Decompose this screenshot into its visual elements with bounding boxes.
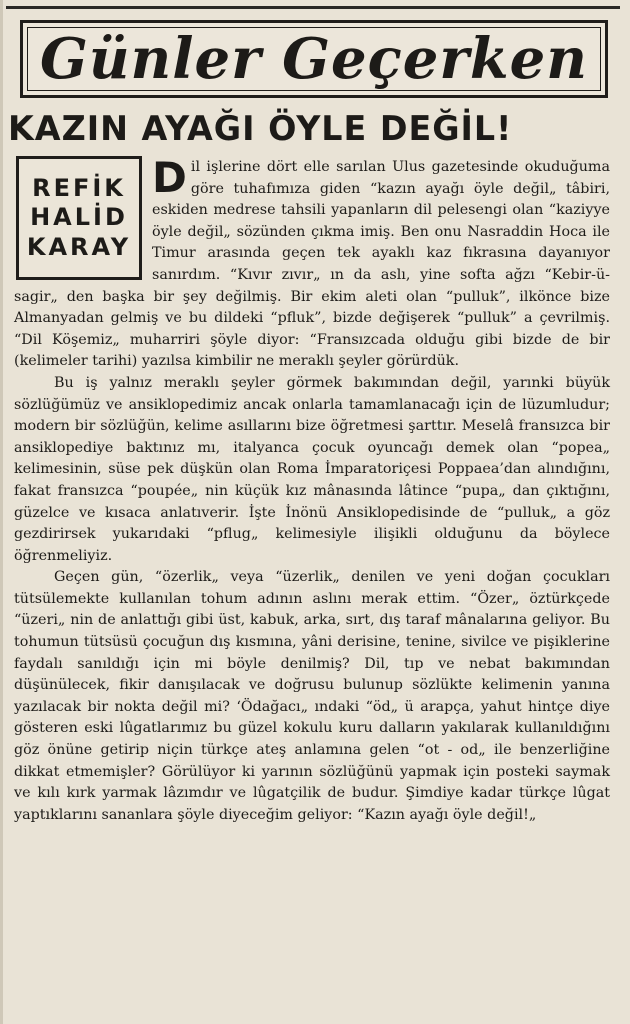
paragraph-2: Bu iş yalnız meraklı şeyler görmek bakımından değil, yarınki büyük sözlüğümüz ve ansiklopedimiz ancak onlarla tamamlanacağı için de lüzumludur; modern bir sözlüğün, kelime asıllarını bize öğretmesi şarttır. Meselâ fransızca bir ansiklopediye baktınız mı, italyanca çocuk oyuncağı demek olan “popea„ kelimesinin, süse pek düşkün olan Roma İmparatoriçesi Poppaea’dan alındığını, fakat fransızca “poupée„ nin küçük kız mânasında lâtince “pupa„ dan çıktığını, güzelce ve kısaca anlatıverir. İşte İnönü Ansiklopedisinde de “pulluk„ a göz gezdirirsek yukarıdaki “pflug„ kelimesiyle ilişikli olduğunu da böylece öğrenmeliyiz.: [14, 374, 610, 564]
page-edge: [0, 0, 3, 1024]
author-last-name: KARAY: [26, 232, 132, 261]
masthead-title: Günler Geçerken: [40, 26, 588, 92]
top-rule: [6, 6, 620, 9]
drop-cap: D: [152, 153, 187, 202]
author-first-name: REFİK: [32, 174, 126, 203]
paragraph-1-text: il işlerine dört elle sarılan Ulus gazetesinde okuduğuma göre tuhafımıza giden “kazın ayağı öyle değil„ tâbiri, eskiden medrese tahsili yapanların dil pelesengi olan “kaziyye öyle değil„ sözünden çıkma imiş. Ben onu Nasraddin Hoca ile Timur arasında geçen tek ayaklı kaz fıkrasına dayanıyor sanırdım. “Kıvır zıvır„ ın da aslı, yine softa ağzı “Kebir-ü- sagir„ den başka bir şey değilmiş. Bir ekim aleti olan “pulluk”, ilkönce bize Almanyadan gelmiş ve bu dildeki “pfluk”, bizde değişerek “pulluk” a çevrilmiş. “Dil Köşemiz„ muharriri şöyle diyor: “Fransızcada olduğu gibi bizde de bir (kelimeler tarihi) yazılsa kimbilir ne meraklı şeyler görürdük.: [14, 159, 610, 370]
column-masthead: [20, 20, 608, 98]
paragraph-3: Geçen gün, “özerlik„ veya “üzerlik„ denilen ve yeni doğan çocukları tütsülemekte kullanılan tohum adının aslını merak ettim. “Özer„ öztürkçede “üzeri„ nin de anlattığı gibi üst, kabuk, arka, sırt, dış taraf mânalarına geliyor. Bu tohumun tütsüsü çocuğun dış kısmına, yâni derisine, tenine, sivilce ve pişiklerine faydalı sanıldığı için mi böyle denilmiş? Dil, tıp ve nebat bakımından düşünülecek, fikir danışılacak ve doğrusu bulunup sözlükte kelimenin yanına yazılacak bir nokta değil mi? ‘Ödağacı„ ındaki “öd„ ü arapça, yahut hintçe diye gösteren eski lûgatlarımız bu güzel kokulu kuru dalların yakılarak kullanıldığını göz önüne getirip niçin türkçe ateş anlamına gelen “ot - od„ ile benzerliğine dikkat etmemişler? Görülüyor ki yarının sözlüğünü yapmak için posteki saymak ve kılı kırk yarmak lâzımdır ve lûgatçilik de budur. Şimdiye kadar türkçe lûgat yaptıklarını sananlara şöyle diyeceğim geliyor: “Kazın ayağı öyle değil!„: [14, 569, 610, 823]
author-middle-name: HALİD: [30, 203, 128, 232]
author-box-spacer: [14, 157, 152, 285]
article-headline: KAZIN AYAĞI ÖYLE DEĞİL!: [8, 109, 513, 149]
article-body: [14, 153, 610, 826]
